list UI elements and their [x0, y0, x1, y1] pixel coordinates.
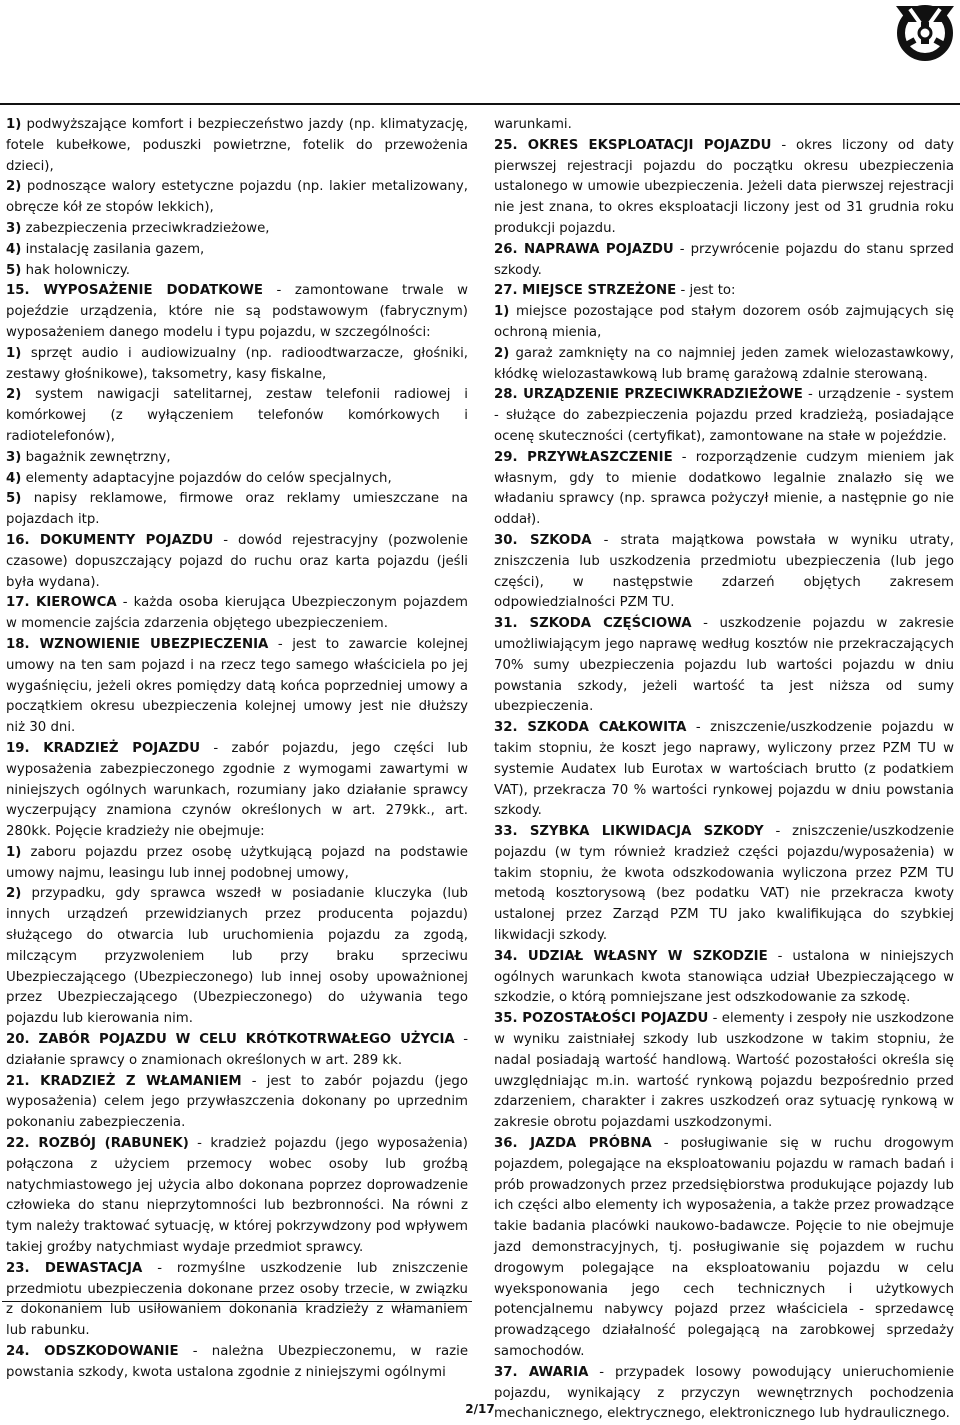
- paragraph: [494, 385, 954, 447]
- paragraph: [494, 448, 954, 531]
- paragraph: [6, 1342, 468, 1384]
- paragraph-number: 32. SZKODA CAŁKOWITA: [494, 720, 687, 736]
- paragraph-number: 23. DEWASTACJA: [6, 1260, 143, 1276]
- paragraph-number: 35. POZOSTAŁOŚCI POJAZDU: [494, 1011, 709, 1027]
- paragraph: [6, 489, 468, 531]
- paragraph-number: 37. AWARIA: [494, 1364, 589, 1380]
- paragraph: [6, 385, 468, 447]
- paragraph: [494, 1134, 954, 1363]
- paragraph-number: 15. WYPOSAŻENIE DODATKOWE: [6, 283, 263, 299]
- paragraph: [494, 136, 954, 240]
- paragraph: [6, 261, 468, 282]
- paragraph: [494, 531, 954, 614]
- paragraph-number: 24. ODSZKODOWANIE: [6, 1344, 179, 1360]
- paragraph-text: zaboru pojazdu przez osobę użytkującą pojazd na podstawie umowy najmu, leasingu lub innej podobnej umowy,: [6, 844, 468, 881]
- paragraph-text: elementy adaptacyjne pojazdów do celów specjalnych,: [21, 470, 392, 486]
- left-column: [6, 115, 468, 1384]
- paragraph-text: - kradzież pojazdu (jego wyposażenia) połączona z użyciem przemocy wobec osoby lub groźbą natychmiastowego jej użycia albo dokonana poprzez doprowadzenie człowieka do stanu nieprzytomności lub bezbronności. Na równi z tym należy traktować sytuację, w której pokrzywdzony pod wpływem takiej groźby natychmiast wydaje przedmiot sprawcy.: [6, 1136, 468, 1256]
- paragraph-text: - przywrócenie pojazdu do stanu sprzed szkody.: [494, 241, 954, 278]
- paragraph: [6, 593, 468, 635]
- right-column: [494, 115, 954, 1425]
- paragraph-text: warunkami.: [494, 117, 572, 132]
- paragraph: [494, 281, 954, 302]
- paragraph-text: przypadku, gdy sprawca wszedł w posiadanie kluczyka (lub innych urządzeń przewidzianych przez producenta pojazdu) służącego do otwarcia lub uruchomienia pojazdu za zgodą, milczącym przyzwoleniem lub przy braku sprzeciwu Ubezpieczającego (Ubezpieczonego) lub innej osoby upoważnionej przez Ubezpieczającego (Ubezpieczonego) do używania tego pojazdu lub kierowania nim.: [6, 886, 468, 1027]
- paragraph: [6, 177, 468, 219]
- paragraph: [6, 240, 468, 261]
- paragraph-text: system nawigacji satelitarnej, zestaw telefonii radiowej i komórkowej (z wyłączeniem telefonów komórkowych i radiotelefonów),: [6, 387, 468, 444]
- paragraph-number: 29. PRZYWŁASZCZENIE: [494, 449, 673, 465]
- paragraph-number: 1): [494, 304, 510, 320]
- paragraph-number: 34. UDZIAŁ WŁASNY W SZKODZIE: [494, 948, 768, 964]
- paragraph-number: 3): [6, 220, 22, 236]
- paragraph-number: 2): [494, 345, 510, 361]
- paragraph-text: - rozmyślne uszkodzenie lub zniszczenie przedmiotu ubezpieczenia dokonane przez osoby trzecie, w związku z dokonaniem lub usiłowaniem dokonania kradzieży z włamaniem lub rabunku.: [6, 1260, 468, 1339]
- paragraph-text: - jest to:: [676, 283, 736, 299]
- paragraph: [494, 947, 954, 1009]
- paragraph-text: - dowód rejestracyjny (pozwolenie czasowe) dopuszczający pojazd do ruchu oraz karta pojazdu (jeśli była wydana).: [6, 532, 468, 590]
- paragraph-number: 27. MIEJSCE STRZEŻONE: [494, 283, 677, 299]
- paragraph: [6, 344, 468, 386]
- paragraph-text: zabezpieczenia przeciwkradzieżowe,: [21, 220, 270, 236]
- paragraph-text: - okres liczony od daty pierwszej rejestracji pojazdu do początku okresu ubezpieczenia ustalonego w umowie ubezpieczenia. Jeżeli data pierwszej rejestracji nie jest znana, to okres eksploatacji liczony jest od 31 grudnia roku produkcji pojazdu.: [494, 137, 954, 236]
- paragraph: [494, 115, 954, 136]
- paragraph: [6, 739, 468, 843]
- paragraph-text: - urządzenie - system - służące do zabezpieczenia pojazdu przed kradzieżą, posiadające ocenę skuteczności (certyfikat), zamontowane na stałe w pojeździe.: [494, 387, 955, 444]
- paragraph-number: 22. ROZBÓJ (RABUNEK): [6, 1136, 189, 1152]
- paragraph-text: - każda osoba kierująca Ubezpieczonym pojazdem w momencie zajścia zdarzenia objętego ubezpieczeniem.: [6, 595, 468, 632]
- paragraph-number: 1): [6, 345, 22, 361]
- paragraph: [494, 822, 954, 947]
- paragraph-number: 5): [6, 491, 22, 507]
- paragraph: [494, 614, 954, 718]
- paragraph-number: 36. JAZDA PRÓBNA: [494, 1136, 652, 1152]
- paragraph-number: 33. SZYBKA LIKWIDACJA SZKODY: [494, 824, 764, 840]
- paragraph-text: - elementy i zespoły nie uszkodzone w wyniku zaistniałej szkody lub uszkodzone w takim stopniu, że nadal posiadają wartość handlową. Wartość pozostałości określa się uwzględniając m.in. wartość rynkową pojazdu bezpośrednio przed zdarzeniem, charakter i zakres uszkodzeń oraz sytuację rynkową w zakresie obrotu pojazdami uszkodzonymi.: [494, 1011, 954, 1131]
- paragraph-number: 3): [6, 449, 22, 465]
- paragraph-number: 18. WZNOWIENIE UBEZPIECZENIA: [6, 636, 269, 652]
- paragraph-number: 25. OKRES EKSPLOATACJI POJAZDU: [494, 137, 772, 153]
- paragraph-text: instalację zasilania gazem,: [21, 241, 205, 257]
- paragraph-text: garaż zamknięty na co najmniej jeden zamek wielozastawkowy, kłódkę wielozastawkową lub bramę garażową zdalnie sterowaną.: [494, 345, 954, 382]
- header-rule: [0, 103, 960, 105]
- paragraph-text: - jest to zabór pojazdu (jego wyposażenia) celem jego przywłaszczenia dokonany po uprzednim pokonaniu zabezpieczenia.: [6, 1073, 468, 1131]
- paragraph-number: 16. DOKUMENTY POJAZDU: [6, 532, 214, 548]
- paragraph-text: napisy reklamowe, firmowe oraz reklamy umieszczane na pojazdach itp.: [6, 491, 468, 528]
- paragraph-number: 1): [6, 117, 22, 132]
- paragraph-text: - rozporządzenie cudzym mieniem jak własnym, gdy to mienie dodatkowo legalnie znalazło się we władaniu sprawcy (np. sprawca pożyczył mienie, a następnie go nie oddał).: [494, 449, 955, 528]
- paragraph-number: 2): [6, 387, 22, 403]
- paragraph-text: - strata majątkowa powstała w wyniku utraty, zniszczenia lub uszkodzenia przedmiotu ubezpieczenia (lub jego części), w następstwie zdarzeń objętych zakresem odpowiedzialności PZM TU.: [494, 532, 954, 611]
- paragraph-text: - ustalona w niniejszych ogólnych warunkach kwota stanowiąca udział Ubezpieczającego w szkodzie, o którą pomniejszane jest odszkodowanie za szkodę.: [494, 948, 954, 1006]
- paragraph: [494, 344, 954, 386]
- paragraph: [6, 1072, 468, 1134]
- paragraph-text: - zniszczenie/uszkodzenie pojazdu w takim stopniu, że koszt jego naprawy, wyliczony przez PZM TU w systemie Audatex lub Eurotax w wartościach brutto (z podatkiem VAT), przekracza 70 % wartości rynkowej pojazdu w dniu powstania szkody.: [494, 720, 954, 819]
- paragraph: [494, 1009, 954, 1134]
- paragraph: [6, 635, 468, 739]
- paragraph: [6, 115, 468, 177]
- paragraph-text: podnoszące walory estetyczne pojazdu (np. lakier metalizowany, obręcze kół ze stopów lekkich),: [6, 179, 468, 216]
- paragraph-text: - posługiwanie się w ruchu drogowym pojazdem, polegające na eksploatowaniu pojazdu w ramach badań i prób prowadzonych przez przedsiębiorstwa produkujące pojazdy lub ich części albo elementy ich wyposażenia, a także przez prowadzące takie badania placówki naukowo-badawcze. Pojęcie to nie obejmuje jazd demonstracyjnych, tj. posługiwanie się pojazdem w ruchu drogowym polegające na eksploatowaniu pojazdu w celu wyeksponowania jego cech technicznych i użytkowych potencjalnemu nabywcy pojazd przez właściciela - sprzedawcę prowadzącego działalność polegającą na zarobkowej sprzedaży samochodów.: [494, 1136, 954, 1360]
- paragraph-text: - przypadek losowy powodujący unieruchomienie pojazdu, wynikający z przyczyn wewnętrznych pochodzenia mechanicznego, elektrycznego, elektronicznego lub hydraulicznego.: [494, 1364, 954, 1422]
- paragraph-number: 28. URZĄDZENIE PRZECIWKRADZIEŻOWE: [494, 387, 803, 403]
- paragraph-text: - jest to zawarcie kolejnej umowy na ten sam pojazd i na rzecz tego samego właściciela po jej wygaśnięciu, jeżeli okres pomiędzy datą końca poprzedniej umowy a początkiem okresu ubezpieczenia kolejnej umowy jest nie dłuższy niż 30 dni.: [6, 636, 468, 736]
- paragraph-text: - uszkodzenie pojazdu w zakresie umożliwiającym jego naprawę według kosztów nie przekraczających 70% sumy ubezpieczenia pojazdu lub wartości pojazdu w dniu powstania szkody, jeżeli wartość ta jest niższa od sumy ubezpieczenia.: [494, 616, 954, 715]
- paragraph: [494, 240, 954, 282]
- company-logo-icon: [890, 0, 960, 66]
- paragraph-text: hak holowniczy.: [21, 262, 130, 278]
- paragraph-text: - działanie sprawcy o znamionach określonych w art. 289 kk.: [6, 1032, 468, 1068]
- paragraph: [6, 1134, 468, 1259]
- paragraph-number: 1): [6, 844, 22, 860]
- paragraph-number: 2): [6, 179, 22, 195]
- paragraph-number: 4): [6, 241, 22, 257]
- paragraph-number: 5): [6, 262, 22, 278]
- paragraph: [6, 281, 468, 343]
- paragraph-text: miejsce pozostające pod stałym dozorem osób zajmujących się ochroną mienia,: [494, 304, 954, 340]
- paragraph: [6, 843, 468, 885]
- paragraph: [6, 531, 468, 593]
- paragraph-number: 20. ZABÓR POJAZDU W CELU KRÓTKOTRWAŁEGO UŻYCIA: [6, 1032, 455, 1048]
- paragraph-number: 17. KIEROWCA: [6, 595, 117, 611]
- paragraph-number: 30. SZKODA: [494, 532, 592, 548]
- paragraph-text: - zamontowane trwale w pojeździe urządzenia, które nie są podstawowym (fabrycznym) wyposażeniem danego modelu i typu pojazdu, w szczególności:: [6, 283, 468, 340]
- paragraph-text: bagażnik zewnętrzny,: [21, 449, 171, 465]
- paragraph: [494, 302, 954, 344]
- page-number: 2/17: [465, 1402, 495, 1416]
- paragraph: [6, 469, 468, 490]
- paragraph-text: - zabór pojazdu, jego części lub wyposażenia zabezpieczonego zgodnie z wymogami zawartymi w niniejszych ogólnych warunkach, rozumiany jako działanie sprawcy wyczerpujący znamiona czynów określonych w art. 279kk., art. 280kk. Pojęcie kradzieży nie obejmuje:: [6, 740, 468, 840]
- paragraph: [6, 219, 468, 240]
- paragraph-text: - należna Ubezpieczonemu, w razie powstania szkody, kwota ustalona zgodnie z niniejszymi ogólnymi: [6, 1344, 468, 1380]
- paragraph-number: 31. SZKODA CZĘŚCIOWA: [494, 616, 692, 632]
- paragraph-number: 4): [6, 470, 22, 486]
- paragraph-number: 19. KRADZIEŻ POJAZDU: [6, 740, 201, 756]
- paragraph-text: - zniszczenie/uszkodzenie pojazdu (w tym również kradzież części pojazdu/wyposażenia) w takim stopniu, że kwota odszkodowania wyliczona przez PZM TU metodą kosztorysową (bez podatku VAT) nie przekracza kwoty ustalonej przez Zarząd PZM TU jako kwalifikująca do szybkiej likwidacji szkody.: [494, 824, 954, 944]
- paragraph: [6, 448, 468, 469]
- paragraph-number: 21. KRADZIEŻ Z WŁAMANIEM: [6, 1073, 242, 1089]
- paragraph-number: 2): [6, 886, 22, 902]
- paragraph-number: 26. NAPRAWA POJAZDU: [494, 241, 674, 257]
- footer-rule: [2, 1301, 472, 1302]
- paragraph-text: sprzęt audio i audiowizualny (np. radioodtwarzacze, głośniki, zestawy głośnikowe), taksometry, kasy fiskalne,: [6, 345, 468, 382]
- paragraph-text: podwyższające komfort i bezpieczeństwo jazdy (np. klimatyzację, fotele kubełkowe, poduszki powietrzne, fotelik do przewożenia dzieci),: [6, 117, 468, 174]
- paragraph: [6, 884, 468, 1030]
- paragraph: [6, 1030, 468, 1072]
- paragraph: [494, 718, 954, 822]
